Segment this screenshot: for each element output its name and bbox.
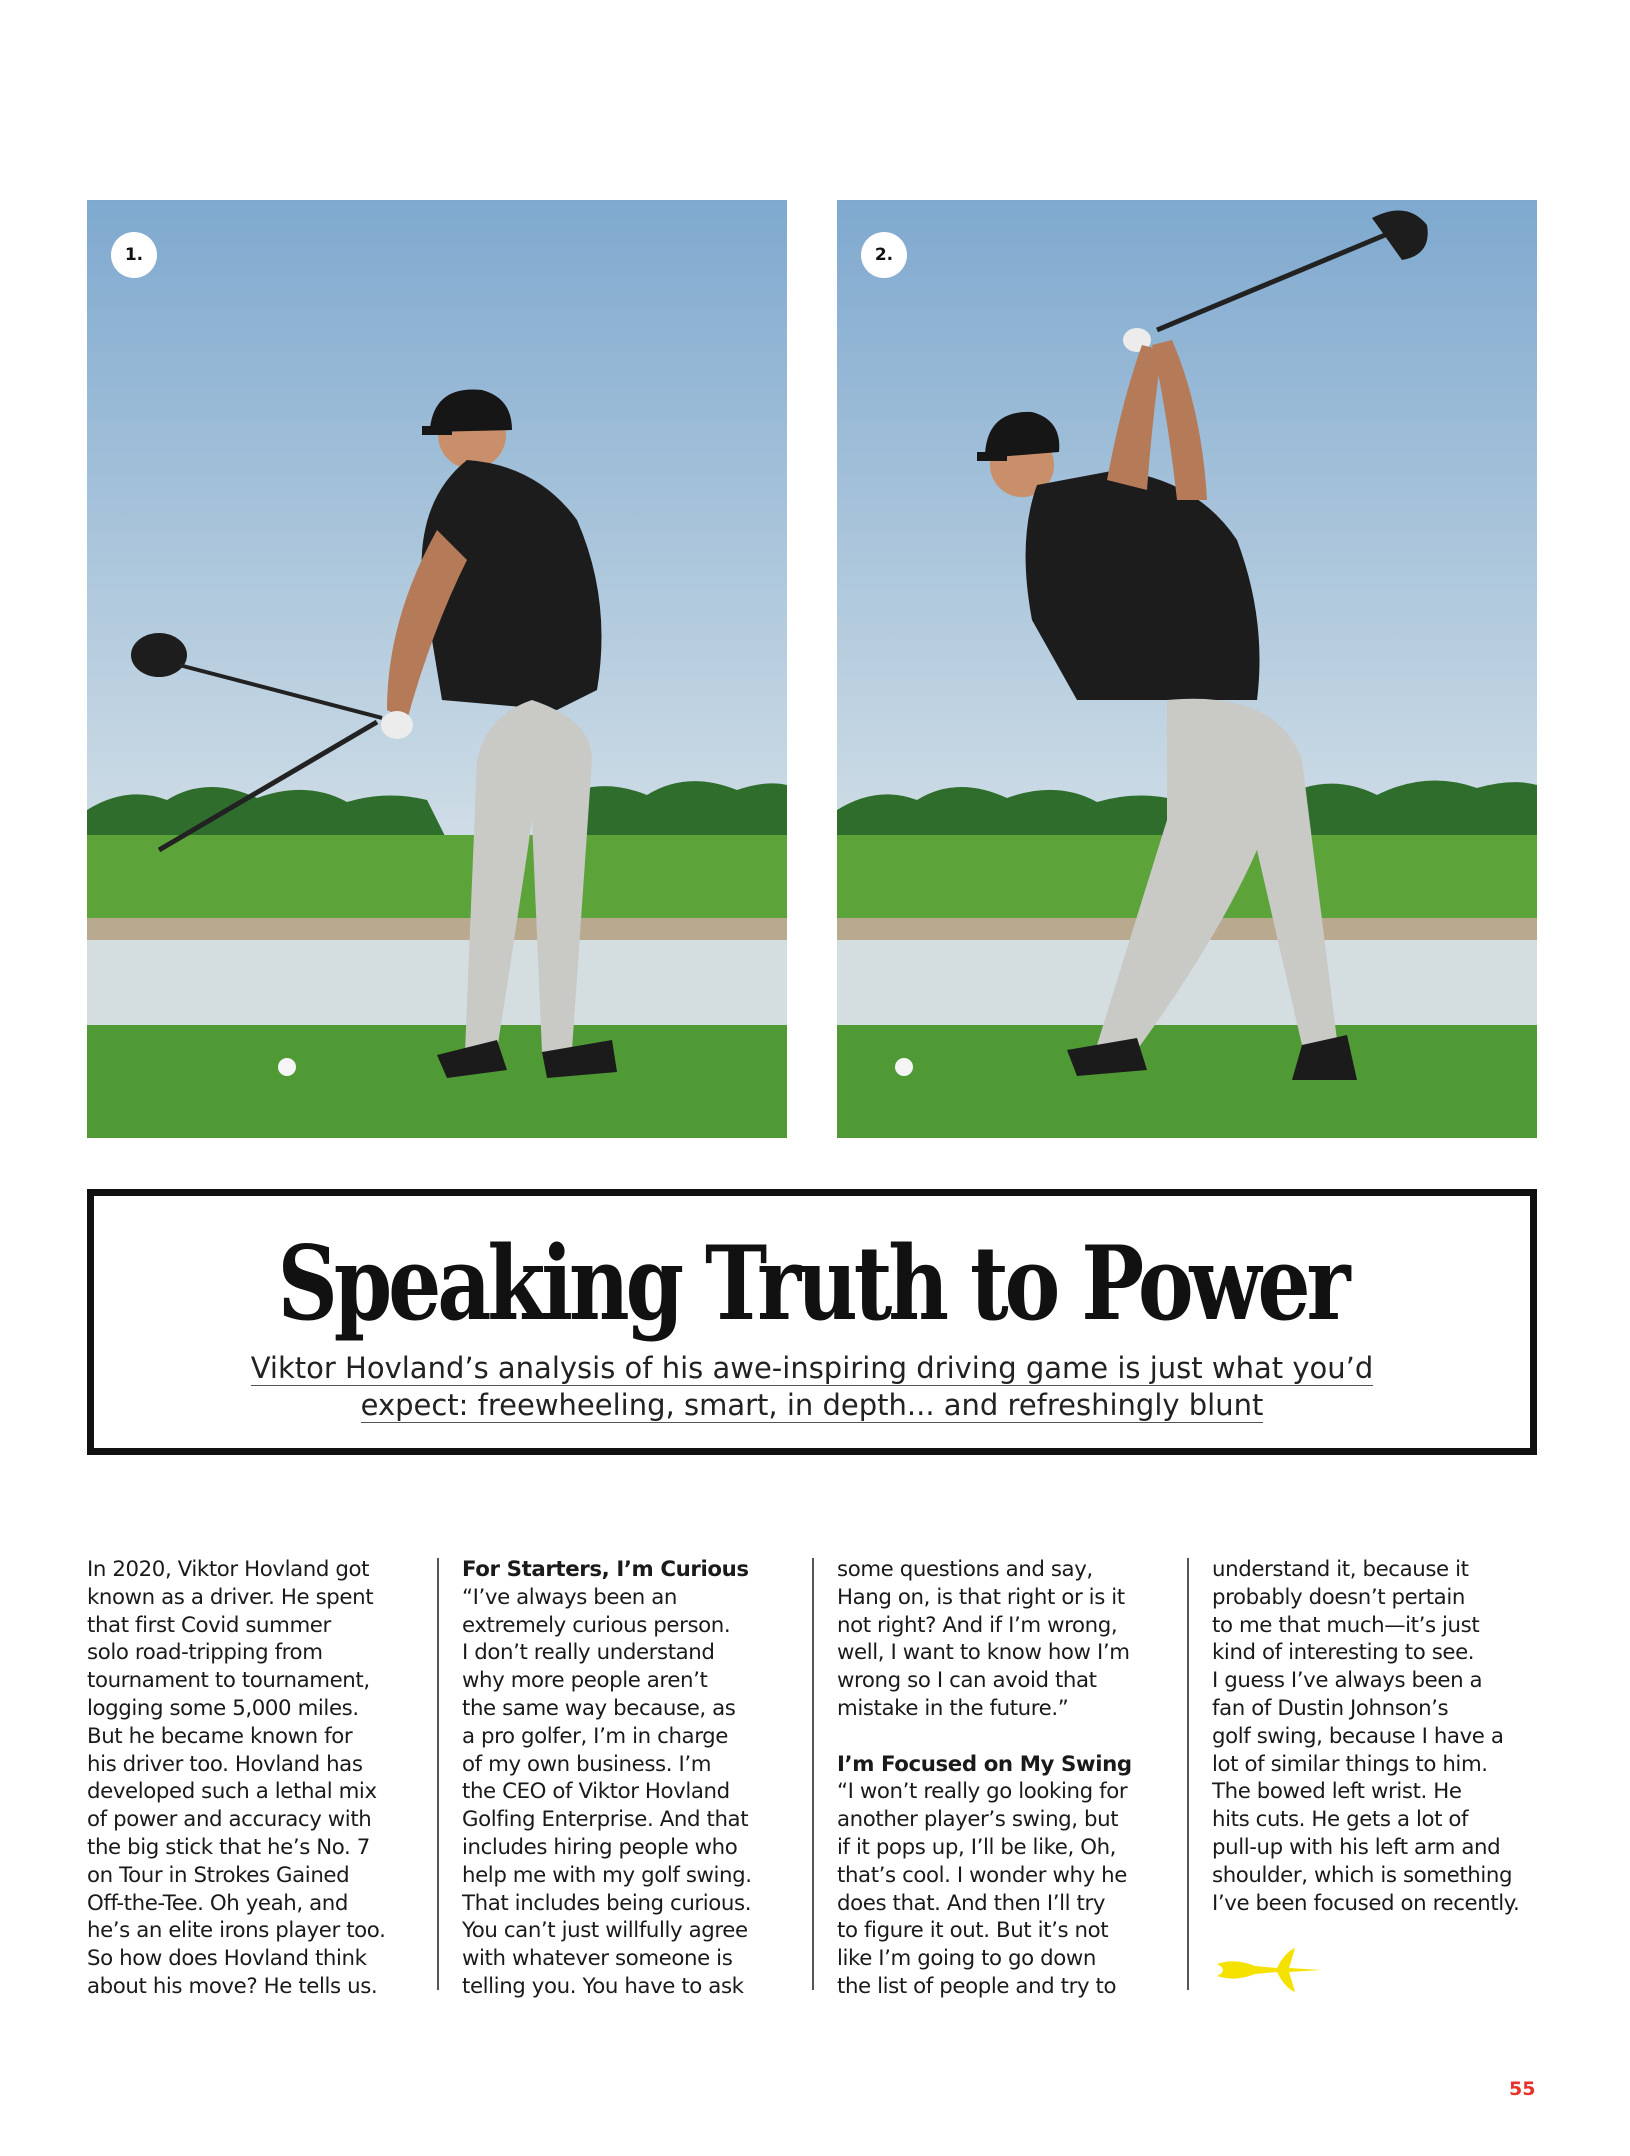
body-line: of power and accuracy with <box>87 1807 372 1833</box>
dek-line-2: expect: freewheeling, smart, in depth... and refreshingly blunt <box>360 1388 1264 1422</box>
body-line: Golfing Enterprise. And that <box>462 1807 749 1833</box>
article-column-4 <box>1212 1556 1536 1917</box>
swing-photo-1-image <box>87 200 787 1138</box>
body-line: known as a driver. He spent <box>87 1584 374 1610</box>
body-line: I’ve been focused on recently. <box>1212 1890 1520 1916</box>
article-column-3 <box>837 1556 1161 2001</box>
body-line: pull-up with his left arm and <box>1212 1834 1501 1860</box>
body-line: Off-the-Tee. Oh yeah, and <box>87 1890 348 1916</box>
swing-photo-2 <box>837 200 1537 1138</box>
body-line: developed such a lethal mix <box>87 1779 377 1805</box>
body-line: does that. And then I’ll try <box>837 1890 1106 1916</box>
body-line: wrong so I can avoid that <box>837 1668 1097 1694</box>
body-line: In 2020, Viktor Hovland got <box>87 1557 370 1582</box>
body-line: of my own business. I’m <box>462 1751 712 1777</box>
article-dek <box>94 1350 1530 1424</box>
body-line: understand it, because it <box>1212 1557 1469 1582</box>
body-line: why more people aren’t <box>462 1668 708 1694</box>
headline-box <box>87 1189 1537 1455</box>
column-rule <box>812 1558 814 1990</box>
body-line: “I’ve always been an <box>462 1584 678 1610</box>
body-line: tournament to tournament, <box>87 1668 370 1694</box>
body-line: solo road-tripping from <box>87 1640 323 1666</box>
swing-photo-2-image <box>837 200 1537 1138</box>
body-line: logging some 5,000 miles. <box>87 1695 359 1721</box>
dek-line-1: Viktor Hovland’s analysis of his awe-inspiring driving game is just what you’d <box>250 1351 1374 1385</box>
body-line: probably doesn’t pertain <box>1212 1584 1465 1610</box>
body-line: That includes being curious. <box>462 1890 752 1916</box>
body-line: to figure it out. But it’s not <box>837 1918 1109 1944</box>
body-line: includes hiring people who <box>462 1834 738 1860</box>
body-line: that’s cool. I wonder why he <box>837 1862 1127 1888</box>
photo-2-number-badge: 2. <box>861 232 907 278</box>
body-line: fan of Dustin Johnson’s <box>1212 1695 1449 1721</box>
body-line: The bowed left wrist. He <box>1212 1779 1462 1805</box>
body-line: I guess I’ve always been a <box>1212 1668 1483 1694</box>
body-line: “I won’t really go looking for <box>837 1779 1128 1805</box>
body-line: his driver too. Hovland has <box>87 1751 363 1777</box>
body-line: extremely curious person. <box>462 1612 731 1638</box>
body-line: lot of similar things to him. <box>1212 1751 1488 1777</box>
body-line: a pro golfer, I’m in charge <box>462 1723 728 1749</box>
body-line: You can’t just willfully agree <box>462 1918 748 1944</box>
section-subhead-curious: For Starters, I’m Curious <box>462 1557 749 1582</box>
paragraph-spacer <box>837 1723 1161 1751</box>
body-line: that first Covid summer <box>87 1612 331 1638</box>
fleur-arrow-icon <box>1215 1944 1323 1996</box>
body-line: well, I want to know how I’m <box>837 1640 1130 1666</box>
body-line: I don’t really understand <box>462 1640 715 1666</box>
body-line: on Tour in Strokes Gained <box>87 1862 350 1888</box>
article-column-1 <box>87 1556 411 2001</box>
body-line: telling you. You have to ask <box>462 1973 744 1999</box>
swing-photo-1 <box>87 200 787 1138</box>
column-rule <box>437 1558 439 1990</box>
section-subhead-swing: I’m Focused on My Swing <box>837 1751 1132 1777</box>
article-headline: Speaking Truth to Power <box>277 1224 1347 1344</box>
body-line: like I’m going to go down <box>837 1946 1097 1972</box>
body-line: to me that much—it’s just <box>1212 1612 1480 1638</box>
body-line: some questions and say, <box>837 1557 1093 1582</box>
body-line: help me with my golf swing. <box>462 1862 752 1888</box>
body-line: with whatever someone is <box>462 1946 733 1972</box>
body-line: the CEO of Viktor Hovland <box>462 1779 730 1805</box>
page-number: 55 <box>1509 2078 1536 2100</box>
body-line: golf swing, because I have a <box>1212 1723 1504 1749</box>
body-line: about his move? He tells us. <box>87 1973 378 1999</box>
body-line: shoulder, which is something <box>1212 1862 1513 1888</box>
body-line: Hang on, is that right or is it <box>837 1584 1125 1610</box>
body-line: hits cuts. He gets a lot of <box>1212 1807 1469 1833</box>
body-line: the same way because, as <box>462 1695 736 1721</box>
column-rule <box>1187 1558 1189 1990</box>
body-line: he’s an elite irons player too. <box>87 1918 386 1944</box>
article-column-2 <box>462 1556 786 2001</box>
body-line: the list of people and try to <box>837 1973 1117 1999</box>
body-line: kind of interesting to see. <box>1212 1640 1475 1666</box>
photo-1-number-badge: 1. <box>111 232 157 278</box>
body-line: But he became known for <box>87 1723 353 1749</box>
body-line: if it pops up, I’ll be like, Oh, <box>837 1834 1117 1860</box>
body-line: not right? And if I’m wrong, <box>837 1612 1118 1638</box>
body-line: mistake in the future.” <box>837 1695 1069 1721</box>
body-line: the big stick that he’s No. 7 <box>87 1834 370 1860</box>
body-line: another player’s swing, but <box>837 1807 1119 1833</box>
body-line: So how does Hovland think <box>87 1946 367 1972</box>
